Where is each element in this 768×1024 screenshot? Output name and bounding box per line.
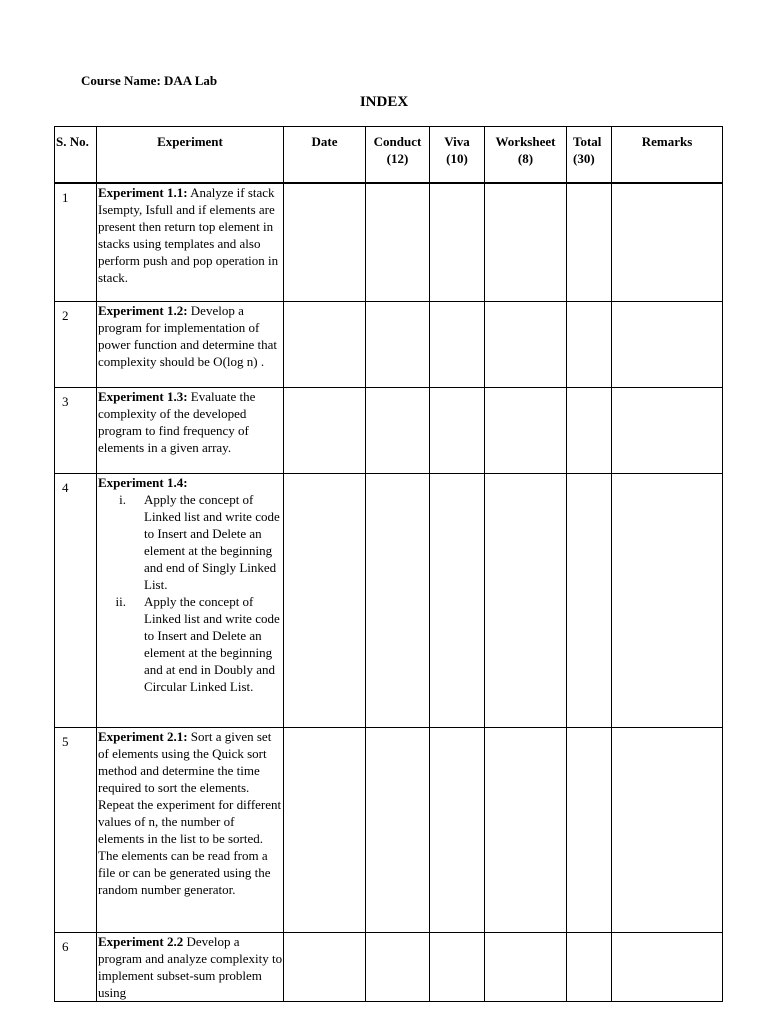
col-header-worksheet: Worksheet (8) — [485, 127, 567, 183]
row-viva — [430, 933, 485, 1002]
course-name: Course Name: DAA Lab — [81, 73, 218, 88]
row-worksheet — [485, 302, 567, 388]
row-worksheet — [485, 933, 567, 1002]
row-experiment: Experiment 1.4: i. Apply the concept of Linked list and write code to Insert and Delete an element at the beginning and end of Singly Linked List. ii. Apply the concept of Linked list and write code to Insert and Delete an element at the beginning and at end in Doubly and Circular Linked List. — [97, 474, 284, 728]
table-row — [55, 302, 723, 388]
row-remarks — [612, 388, 723, 474]
row-total — [567, 728, 612, 933]
row-experiment: Experiment 2.1: Sort a given set of elements using the Quick sort method and determine the time required to sort the elements. Repeat the experiment for different values of n, the number of elements in the list to be sorted. The elements can be read from a file or can be generated using the random number generator. — [97, 728, 284, 933]
col-header-experiment: Experiment — [97, 127, 284, 183]
index-table — [54, 126, 723, 1002]
list-item: ii. Apply the concept of Linked list and write code to Insert and Delete an element at the beginning and at end in Doubly and Circular Linked List. — [115, 594, 280, 694]
row-viva — [430, 474, 485, 728]
row-sno: 6 — [55, 933, 97, 1002]
col-header-conduct: Conduct (12) — [366, 127, 430, 183]
row-total — [567, 474, 612, 728]
row-total — [567, 183, 612, 302]
row-sno: 4 — [55, 474, 97, 728]
col-header-viva: Viva (10) — [430, 127, 485, 183]
row-viva — [430, 388, 485, 474]
table-row — [55, 388, 723, 474]
row-experiment: Experiment 1.1: Analyze if stack Isempty, Isfull and if elements are present then return top element in stacks using templates and also perform push and pop operation in stack. — [97, 183, 284, 302]
row-worksheet — [485, 388, 567, 474]
row-total — [567, 388, 612, 474]
row-date — [284, 474, 366, 728]
row-viva — [430, 728, 485, 933]
row-conduct — [366, 728, 430, 933]
col-header-date: Date — [284, 127, 366, 183]
row-conduct — [366, 183, 430, 302]
list-item: i. Apply the concept of Linked list and write code to Insert and Delete an element at the beginning and end of Singly Linked List. — [119, 492, 280, 592]
row-sno: 2 — [55, 302, 97, 388]
row-viva — [430, 302, 485, 388]
table-row — [55, 728, 723, 933]
row-total — [567, 302, 612, 388]
row-worksheet — [485, 474, 567, 728]
table-row — [55, 933, 723, 1002]
row-remarks — [612, 302, 723, 388]
row-date — [284, 388, 366, 474]
col-header-total: Total (30) — [567, 127, 612, 183]
table-row — [55, 183, 723, 302]
row-conduct — [366, 388, 430, 474]
row-date — [284, 728, 366, 933]
row-total — [567, 933, 612, 1002]
row-remarks — [612, 183, 723, 302]
row-experiment: Experiment 1.3: Evaluate the complexity of the developed program to find frequency of elements in a given array. — [97, 388, 284, 474]
row-worksheet — [485, 728, 567, 933]
row-conduct — [366, 474, 430, 728]
row-conduct — [366, 933, 430, 1002]
page-title: INDEX — [359, 94, 409, 110]
row-conduct — [366, 302, 430, 388]
row-worksheet — [485, 183, 567, 302]
row-sno: 5 — [55, 728, 97, 933]
table-row — [55, 474, 723, 728]
row-date — [284, 302, 366, 388]
col-header-remarks: Remarks — [612, 127, 723, 183]
row-remarks — [612, 933, 723, 1002]
row-sno: 3 — [55, 388, 97, 474]
row-remarks — [612, 728, 723, 933]
row-experiment: Experiment 1.2: Develop a program for implementation of power function and determine that complexity should be O(log n) . — [97, 302, 284, 388]
table-header-row — [55, 127, 723, 183]
row-sno: 1 — [55, 183, 97, 302]
row-date — [284, 183, 366, 302]
row-remarks — [612, 474, 723, 728]
row-experiment: Experiment 2.2 Develop a program and analyze complexity to implement subset-sum problem using — [98, 934, 283, 1000]
col-header-sno: S. No. — [55, 127, 97, 183]
row-date — [284, 933, 366, 1002]
row-viva — [430, 183, 485, 302]
